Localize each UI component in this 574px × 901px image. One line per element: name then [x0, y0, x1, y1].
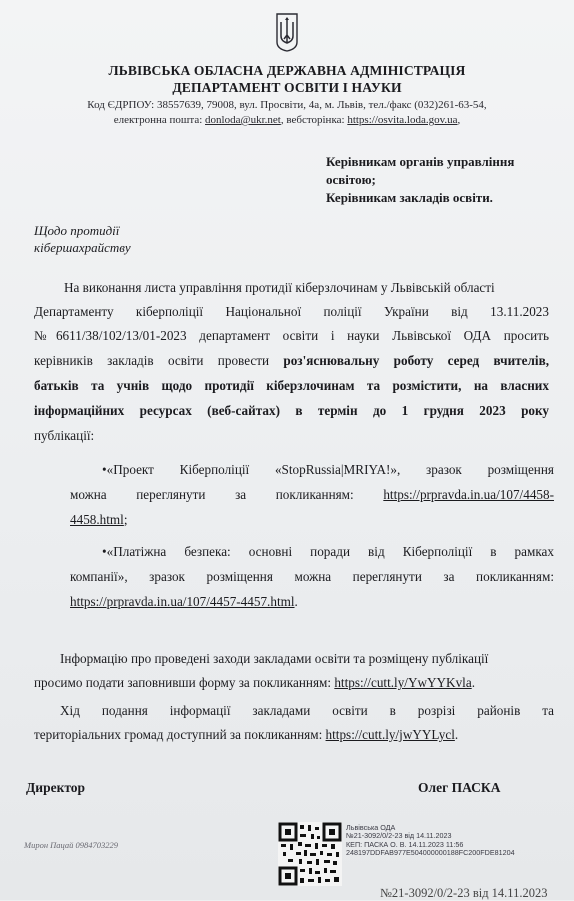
addressee-block [326, 153, 566, 207]
digital-signature-stamp [346, 824, 515, 857]
website-label: , вебсторінка: [280, 114, 348, 126]
stamp-line: КЕП: ПАСКА О. В. 14.11.2023 11:56 [346, 839, 464, 849]
body-text: територіальних громад доступний за покликанням: [34, 727, 326, 742]
addressee-line: освітою; [326, 172, 376, 187]
department-name: ДЕПАРТАМЕНТ ОСВІТИ І НАУКИ [172, 80, 402, 95]
body-text: керівників закладів освіти провести [34, 353, 284, 368]
body-line: Департаменту кіберполіції Національної поліції України від 13.11.2023 [34, 304, 549, 319]
report-form-link[interactable]: https://cutt.ly/YwYYKvla [334, 675, 472, 690]
qr-code-icon [278, 822, 342, 886]
subject-line: кібершахрайству [34, 240, 131, 255]
subject-line: Щодо протидії [34, 223, 120, 238]
body-line [34, 675, 475, 691]
addressee-line: Керівникам закладів освіти. [326, 190, 493, 205]
signatory-name: Олег ПАСКА [418, 780, 501, 795]
body-line-bold: інформаційних ресурсах (веб-сайтах) в термін до 1 грудня 2023 року [34, 403, 549, 418]
bullet-item-2-line [70, 594, 298, 610]
bullet-item-2-line: •«Платіжна безпека: основні поради від Кіберполіції в рамках [102, 544, 554, 559]
trident-emblem-icon [274, 12, 300, 52]
body-line [34, 727, 458, 743]
bullet-item-2-line: компанії», зразок розміщення можна переглянути за покликанням: [70, 569, 554, 584]
body-text: можна переглянути за покликанням: [70, 487, 384, 502]
bullet-item-1-line [70, 487, 554, 503]
email-label: електронна пошта: [113, 114, 206, 126]
signatory-position: Директор [26, 780, 86, 795]
publication-link-2[interactable]: https://prpravda.in.ua/107/4457-4457.html [70, 594, 295, 609]
body-text: . [454, 727, 459, 742]
executor-note: Мирон Пацай 0984703229 [24, 840, 119, 850]
body-line: №6611/38/102/13/01-2023 департамент освіти і науки Львівської ОДА просить [34, 328, 549, 343]
body-bold-text: роз'яснювальну роботу серед вчителів, [283, 353, 549, 368]
progress-link[interactable]: https://cutt.ly/jwYYLycl [325, 727, 455, 742]
stamp-line: 248197DDFAB977E504000000188FC200FDE81204 [346, 847, 515, 857]
requisites-comma: , [457, 114, 461, 126]
stamp-line: №21-3092/0/2-23 від 14.11.2023 [346, 831, 452, 841]
body-text: просимо подати заповнивши форму за покликанням: [34, 675, 335, 690]
stamp-line: Львівська ОДА [346, 823, 396, 832]
body-line: публікації: [34, 428, 95, 443]
organization-name: ЛЬВІВСЬКА ОБЛАСНА ДЕРЖАВНА АДМІНІСТРАЦІЯ [108, 63, 466, 78]
registration-number: №21-3092/0/2-23 від 14.11.2023 [380, 886, 548, 900]
body-text: . [294, 594, 298, 609]
body-text: ; [123, 512, 128, 527]
body-line: Хід подання інформації закладами освіти в розрізі районів та [60, 703, 554, 718]
body-line: На виконання листа управління протидії кіберзлочинам у Львівській області [64, 280, 495, 295]
subject-block [34, 222, 131, 256]
website-link[interactable]: https://osvita.loda.gov.ua [347, 114, 458, 126]
body-line-bold: батьків та учнів щодо протидії кіберзлочинам та розмістити, на власних [34, 378, 549, 393]
requisites-line-1: Код ЄДРПОУ: 38557639, 79008, вул. Просвіти, 4а, м. Львів, тел./факс (032)261-63-54, [87, 99, 487, 111]
email-link[interactable]: donloda@ukr.net [205, 114, 281, 126]
body-text: . [471, 675, 475, 690]
bullet-item-1-line [70, 512, 128, 528]
body-line: Інформацію про проведені заходи закладами освіти та розміщену публікації [60, 651, 489, 666]
publication-link-1-end[interactable]: 4458.html [70, 512, 124, 527]
requisites-line-2 [0, 114, 574, 126]
bullet-item-1-line: •«Проект Кіберполіції «StopRussia|MRIYA!», зразок розміщення [102, 462, 554, 477]
body-line [34, 353, 549, 369]
publication-link-1[interactable]: https://prpravda.in.ua/107/4458- [383, 487, 554, 502]
addressee-line: Керівникам органів управління [326, 154, 515, 169]
